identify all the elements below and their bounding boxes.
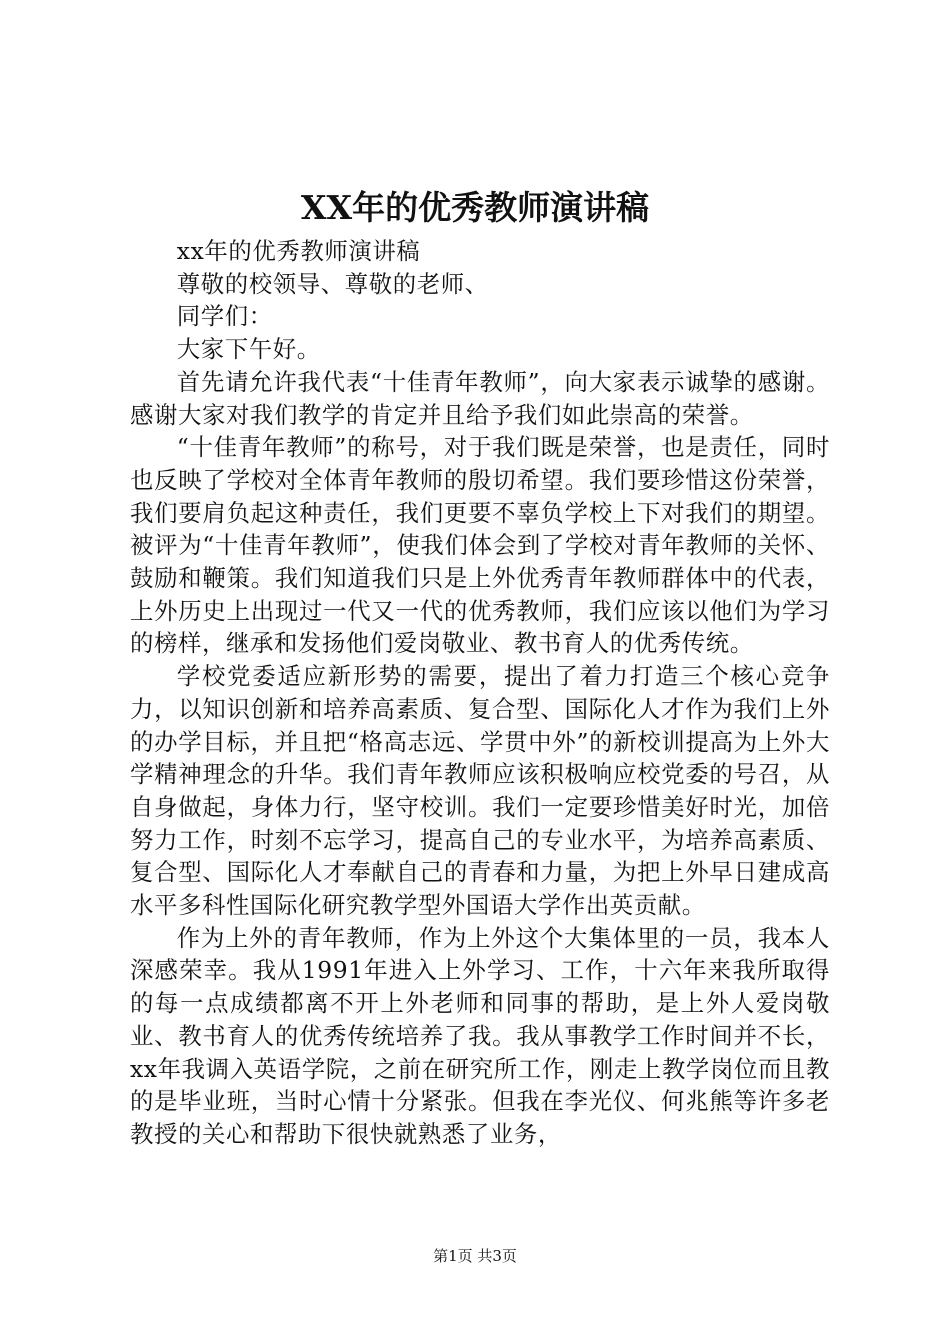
paragraph-party-committee: 学校党委适应新形势的需要，提出了着力打造三个核心竞争力，以知识创新和培养高素质、复合型、国际化人才作为我们上外的办学目标，并且把“格高志远、学贯中外”的新校训提高为上外大学精神理念的升华。我们青年教师应该积极响应校党委的号召，从自身做起，身体力行，坚守校训。我们一定要珍惜美好时光，加倍努力工作，时刻不忘学习，提高自己的专业水平，为培养高素质、复合型、国际化人才奉献自己的青春和力量，为把上外早日建成高水平多科性国际化研究教学型外国语大学作出英贡献。 bbox=[130, 662, 830, 920]
paragraph-honor: “十佳青年教师”的称号，对于我们既是荣誉，也是责任，同时也反映了学校对全体青年教师的殷切希望。我们要珍惜这份荣誉，我们要肩负起这种责任，我们更要不辜负学校上下对我们的期望。被评为“十佳青年教师”，使我们体会到了学校对青年教师的关怀、鼓励和鞭策。我们知道我们只是上外优秀青年教师群体中的代表，上外历史上出现过一代又一代的优秀教师，我们应该以他们为学习的榜样，继承和发扬他们爱岗敬业、教书育人的优秀传统。 bbox=[130, 433, 830, 658]
paragraph-subtitle: xx年的优秀教师演讲稿 bbox=[176, 237, 421, 265]
paragraph-greeting: 大家下午好。 bbox=[176, 335, 321, 364]
document-body bbox=[130, 235, 830, 1151]
paragraph-salutation-2: 同学们： bbox=[176, 302, 273, 331]
paragraph-thanks: 首先请允许我代表“十佳青年教师”，向大家表示诚挚的感谢。感谢大家对我们教学的肯定并且给予我们如此崇高的荣誉。 bbox=[130, 367, 830, 429]
paragraph-salutation-1: 尊敬的校领导、尊敬的老师、 bbox=[176, 269, 489, 298]
page-footer: 第1页 共3页 bbox=[433, 1247, 517, 1265]
document-title: XX年的优秀教师演讲稿 bbox=[300, 188, 650, 227]
paragraph-personal: 作为上外的青年教师，作为上外这个大集体里的一员，我本人深感荣幸。我从1991年进入上外学习、工作，十六年来我所取得的每一点成绩都离不开上外老师和同事的帮助，是上外人爱岗敬业、教书育人的优秀传统培养了我。我从事教学工作时间并不长，xx年我调入英语学院，之前在研究所工作，刚走上教学岗位而且教的是毕业班，当时心情十分紧张。但我在李光仪、何兆熊等许多老教授的关心和帮助下很快就熟悉了业务， bbox=[130, 923, 830, 1148]
